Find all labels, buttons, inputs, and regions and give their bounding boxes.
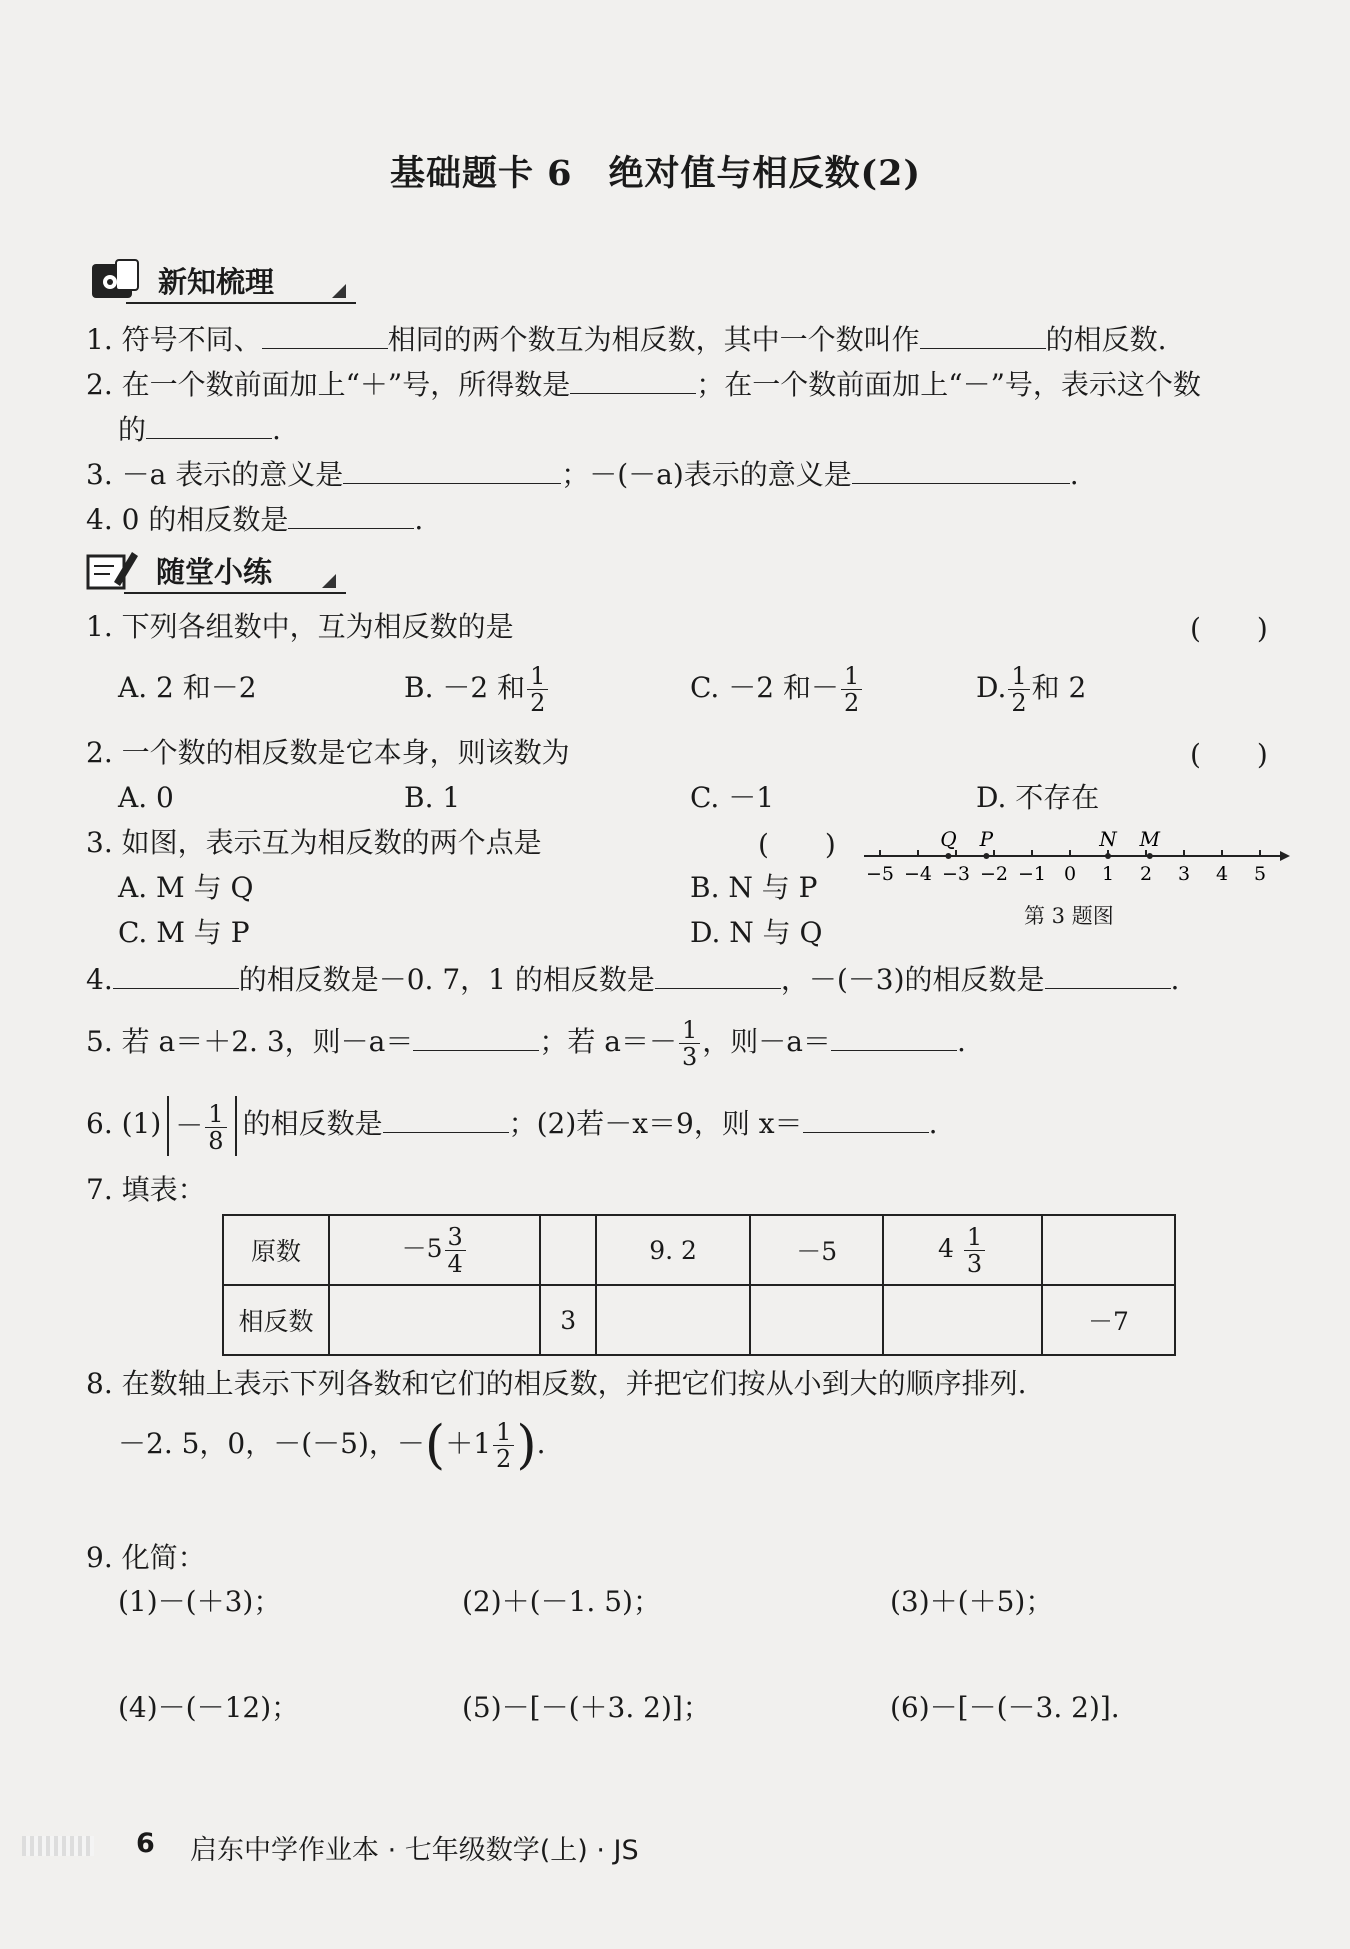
option-a[interactable]: A. 0 [118,781,174,814]
q-text: ，则－a＝ [702,1025,831,1058]
sec2-q9: 9. 化简： [86,1541,206,1574]
sec2-q5 [86,1010,966,1074]
cell-text: 4 [938,1233,954,1263]
table-cell: 3 [540,1285,596,1355]
tick-label: 4 [1215,863,1229,885]
point-label: M [1139,827,1161,851]
q-text: . [956,1025,966,1058]
table-row [223,1285,1175,1355]
simplify-item-1: (1)－(＋3)； [118,1585,282,1618]
sec2-q1: 1. 下列各组数中，互为相反数的是 [86,610,514,643]
sec2-q3: 3. 如图，表示互为相反数的两个点是 [86,826,542,859]
q-text: 3. －a 表示的意义是 [86,458,344,491]
section-header-new-knowledge [86,258,356,304]
divider [126,302,356,304]
sec1-q3 [86,455,1079,495]
number-line-figure [860,826,1290,892]
fraction [1008,663,1029,716]
numerator: 3 [445,1224,466,1251]
sec1-q4 [86,500,423,540]
simplify-item-5: (5)－[－(＋3. 2)]； [462,1691,711,1724]
answer-blank[interactable] [113,960,239,989]
point-label: Q [940,827,957,851]
answer-paren[interactable]: ( ) [1190,738,1268,771]
figure-caption: 第 3 题图 [1024,904,1114,928]
answer-blank[interactable] [343,455,561,484]
option-b[interactable]: B. N 与 P [690,871,818,904]
simplify-item-3: (3)＋(＋5)； [890,1585,1054,1618]
simplify-item-4: (4)－(－12)； [118,1691,300,1724]
numerator: 1 [527,663,548,690]
sec2-q8: 8. 在数轴上表示下列各数和它们的相反数，并把它们按从小到大的顺序排列. [86,1367,1027,1400]
q-text: . [536,1427,546,1460]
table-cell-input[interactable] [329,1285,540,1355]
denominator: 2 [843,689,860,717]
answer-blank[interactable] [655,960,781,989]
table-cell-input[interactable] [596,1285,750,1355]
table-cell-input[interactable] [883,1285,1042,1355]
fraction [445,1224,466,1277]
point-marker [1147,853,1153,859]
q-text: 4. [86,963,113,996]
absolute-value [167,1096,236,1156]
point-marker [1105,853,1111,859]
q-text: ，－(－3)的相反数是 [780,963,1045,996]
section-title: 随堂小练 [156,555,273,589]
section-header-practice [84,548,354,594]
sec1-q2 [86,365,1201,405]
answer-blank[interactable] [831,1022,957,1051]
option-text: 和 2 [1031,671,1087,704]
answer-blank[interactable] [803,1104,929,1133]
fraction [493,1419,514,1472]
q-text: 6. (1) [86,1107,162,1140]
right-paren: ) [516,1415,537,1476]
answer-blank[interactable] [413,1022,539,1051]
numerator: 1 [679,1017,700,1044]
simplify-item-6: (6)－[－(－3. 2)]. [890,1691,1120,1724]
simplify-item-2: (2)＋(－1. 5)； [462,1585,661,1618]
answer-blank[interactable] [288,500,414,529]
q-text: ；(2)若－x＝9，则 x＝ [508,1107,803,1140]
table-cell-input[interactable] [1042,1215,1175,1285]
numerator: 1 [964,1224,985,1251]
q-text: －2. 5，0，－(－5)，－ [118,1427,425,1460]
tick-label: −2 [979,863,1009,885]
point-marker [983,853,989,859]
q-text: 2. 在一个数前面加上“＋”号，所得数是 [86,368,571,401]
sec1-q2-cont [118,410,281,450]
answer-blank[interactable] [852,455,1070,484]
q-text: 4. 0 的相反数是 [86,503,289,536]
q-text: 相同的两个数互为相反数，其中一个数叫作 [387,323,920,356]
q-text: . [1069,458,1079,491]
sec2-q2: 2. 一个数的相反数是它本身，则该数为 [86,736,570,769]
answer-blank[interactable] [570,365,696,394]
sec2-q6 [86,1092,937,1156]
option-a[interactable]: A. 2 和－2 [118,671,257,704]
q-text: 的相反数是 [242,1107,383,1140]
table-cell-input[interactable] [750,1285,883,1355]
answer-blank[interactable] [146,410,272,439]
denominator: 2 [496,1445,512,1473]
point-label: N [1099,827,1117,851]
denominator: 4 [447,1249,463,1278]
fraction [679,1017,700,1070]
fraction [205,1101,226,1154]
tick-label: 5 [1253,863,1267,885]
option-c[interactable] [690,656,864,720]
corner-triangle-icon [322,574,336,588]
q-text: ；若 a＝－ [539,1025,677,1058]
option-d[interactable]: D. N 与 Q [690,916,823,949]
table-cell: 9. 2 [596,1215,750,1285]
tick-label: 0 [1063,863,1077,885]
table-row [223,1215,1175,1285]
tick-label: 1 [1101,863,1115,885]
option-b[interactable] [404,656,550,720]
option-d[interactable] [976,656,1086,720]
answer-blank[interactable] [383,1104,509,1133]
answer-paren[interactable]: ( ) [1190,612,1268,645]
q-text: 的相反数是－0. 7，1 的相反数是 [238,963,655,996]
option-text: D. [976,671,1007,704]
row-header: 原数 [223,1215,329,1285]
corner-triangle-icon [332,284,346,298]
point-label: P [979,827,994,851]
fraction [527,663,548,716]
row-header: 相反数 [223,1285,329,1355]
section-title: 新知梳理 [158,265,275,299]
q-text: 1. 符号不同、 [86,323,262,356]
numerator: 1 [493,1419,514,1446]
denominator: 3 [681,1043,698,1071]
q-text: ＋1 [445,1427,492,1460]
answer-blank[interactable] [920,320,1046,349]
answer-blank[interactable] [1045,960,1171,989]
table-cell [883,1215,1042,1285]
fraction [841,663,862,716]
left-paren: ( [424,1415,446,1476]
q-text: . [272,413,281,446]
option-text: B. －2 和 [404,671,526,704]
table-cell: －7 [1042,1285,1175,1355]
page-number: 6 [136,1828,155,1859]
option-a[interactable]: A. M 与 Q [118,871,254,904]
footer-decoration [22,1836,94,1856]
q-text: ；－(－a)表示的意义是 [561,458,852,491]
tick-label: −3 [941,863,971,885]
table-cell [329,1215,540,1285]
option-text: C. －2 和－ [690,671,839,704]
q-text: . [414,503,424,536]
fraction [964,1224,985,1277]
denominator: 2 [530,689,546,717]
tick-label: 2 [1139,863,1153,885]
sec2-q7: 7. 填表： [86,1173,206,1206]
page-title: 基础题卡 6 绝对值与相反数(2) [390,153,922,194]
answer-blank[interactable] [262,320,388,349]
denominator: 2 [1011,689,1027,717]
table-cell-input[interactable] [540,1215,596,1285]
option-c[interactable]: C. M 与 P [118,916,250,949]
option-d[interactable]: D. 不存在 [976,781,1100,814]
option-c[interactable]: C. －1 [690,781,775,814]
sec1-q1 [86,320,1167,360]
cell-text: －5 [401,1233,443,1263]
q-text: ；在一个数前面加上“－”号，表示这个数 [696,368,1201,401]
book-title: 启东中学作业本 · 七年级数学(上) · JS [190,1835,639,1866]
q-text: . [928,1107,938,1140]
q-text: . [1170,963,1180,996]
numerator: 1 [841,663,862,690]
q-text: 的相反数. [1045,323,1167,356]
point-marker [945,853,951,859]
tick-label: −5 [865,863,895,885]
divider [124,592,346,594]
denominator: 8 [208,1126,224,1155]
denominator: 3 [966,1249,983,1278]
q-text: 的 [118,413,147,446]
arrow-icon [1280,851,1290,861]
sec2-q8-list [118,1412,546,1476]
tick-label: −4 [903,863,933,885]
option-b[interactable]: B. 1 [404,781,461,814]
numerator: 1 [205,1101,226,1128]
sec2-q4 [86,960,1179,1000]
q-text: 5. 若 a＝＋2. 3，则－a＝ [86,1025,414,1058]
numerator: 1 [1008,663,1029,690]
answer-paren[interactable]: ( ) [758,828,836,861]
q-text: － [175,1108,204,1142]
notebook-icon [86,258,146,304]
pencil-notebook-icon [84,548,144,594]
tick-label: 3 [1177,863,1191,885]
table-cell: －5 [750,1215,883,1285]
fill-table [222,1214,1176,1356]
tick-label: −1 [1017,863,1047,885]
